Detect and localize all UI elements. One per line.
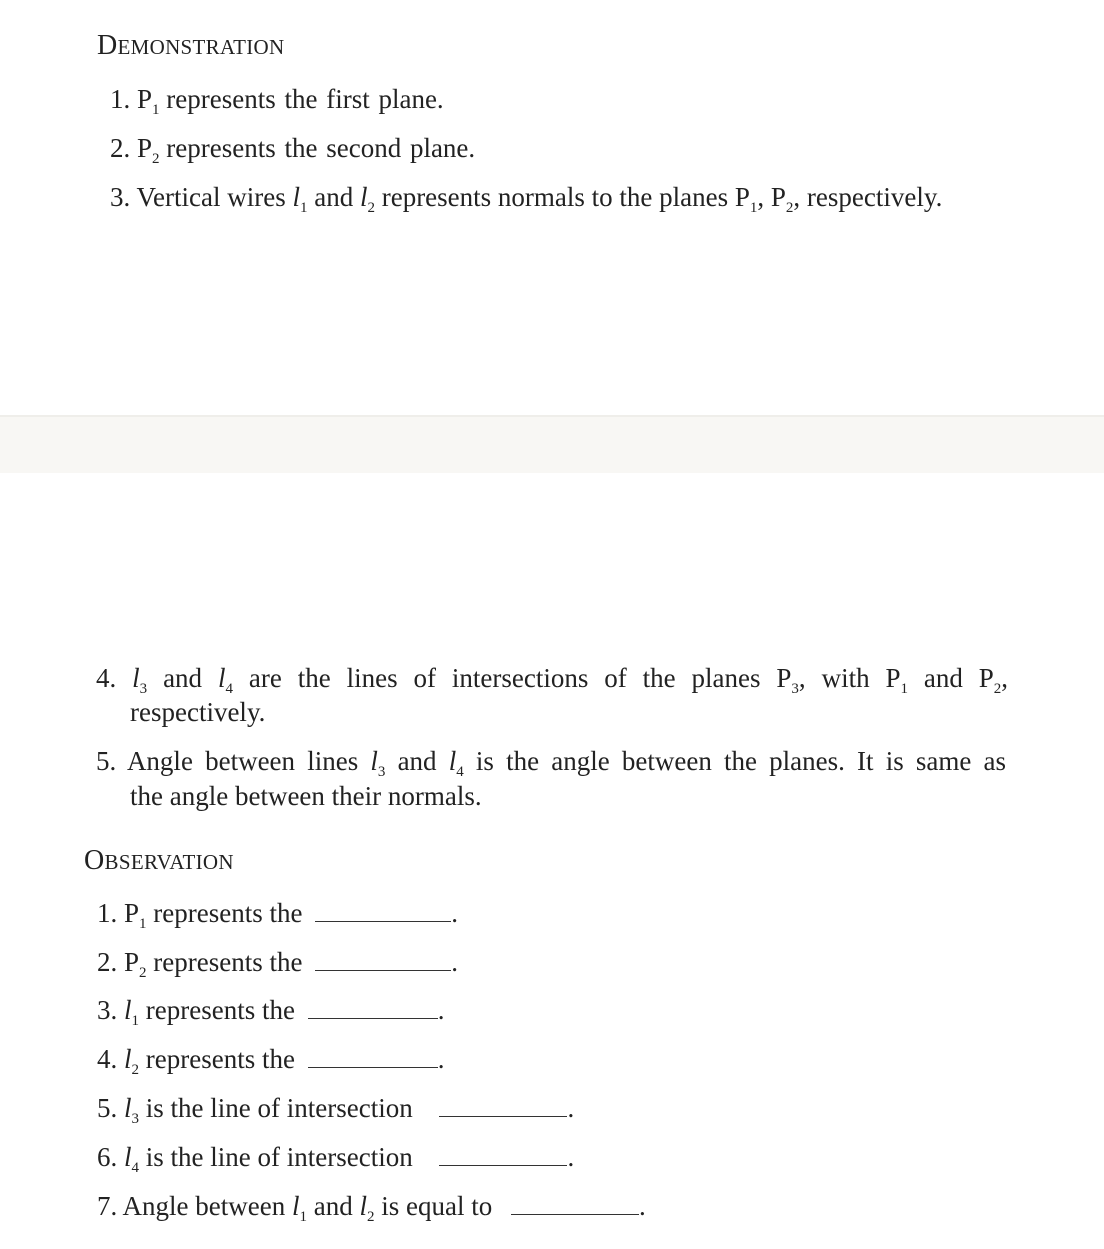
answer-blank[interactable] <box>308 1047 438 1068</box>
demo-item-5-cont: the angle between their normals. <box>130 781 482 811</box>
demo-item-3: 3. Vertical wires $l_1$ and $l_2$ represents normals to the planes $P_1$, $P_2$, respectively. <box>110 182 943 216</box>
answer-blank[interactable] <box>511 1194 639 1215</box>
answer-blank[interactable] <box>308 998 438 1019</box>
answer-blank[interactable] <box>315 950 451 971</box>
answer-blank[interactable] <box>315 901 451 922</box>
obs-item-5: 5. $l_3$ is the line of intersection . <box>97 1093 575 1127</box>
page-upper <box>0 0 1104 415</box>
observation-heading: OBSERVATION <box>84 845 234 876</box>
demo-item-5: 5. Angle between lines $l_3$ and $l_4$ is the angle between the planes. It is same as <box>96 746 1007 780</box>
obs-item-7: 7. Angle between $l_1$ and $l_2$ is equal to . <box>97 1191 646 1225</box>
demo-item-2: 2. $P_2$ represents the second plane. <box>110 133 476 167</box>
answer-blank[interactable] <box>439 1096 567 1117</box>
demonstration-heading: DEMONSTRATION <box>97 30 285 61</box>
obs-item-2: 2. $P_2$ represents the . <box>97 947 458 981</box>
obs-item-3: 3. $l_1$ represents the . <box>97 995 445 1029</box>
answer-blank[interactable] <box>439 1145 567 1166</box>
obs-item-1: 1. $P_1$ represents the . <box>97 898 458 932</box>
demo-item-1: 1. $P_1$ represents the first plane. <box>110 84 444 118</box>
demo-item-4: 4. $l_3$ and $l_4$ are the lines of intersections of the planes $P_3$, with $P_1$ and $P_2$, <box>96 663 1009 697</box>
obs-item-6: 6. $l_4$ is the line of intersection . <box>97 1142 575 1176</box>
page-separator <box>0 415 1104 475</box>
demo-item-4-cont: respectively. <box>130 697 266 727</box>
obs-item-4: 4. $l_2$ represents the . <box>97 1044 445 1078</box>
page-lower <box>0 473 1104 1249</box>
